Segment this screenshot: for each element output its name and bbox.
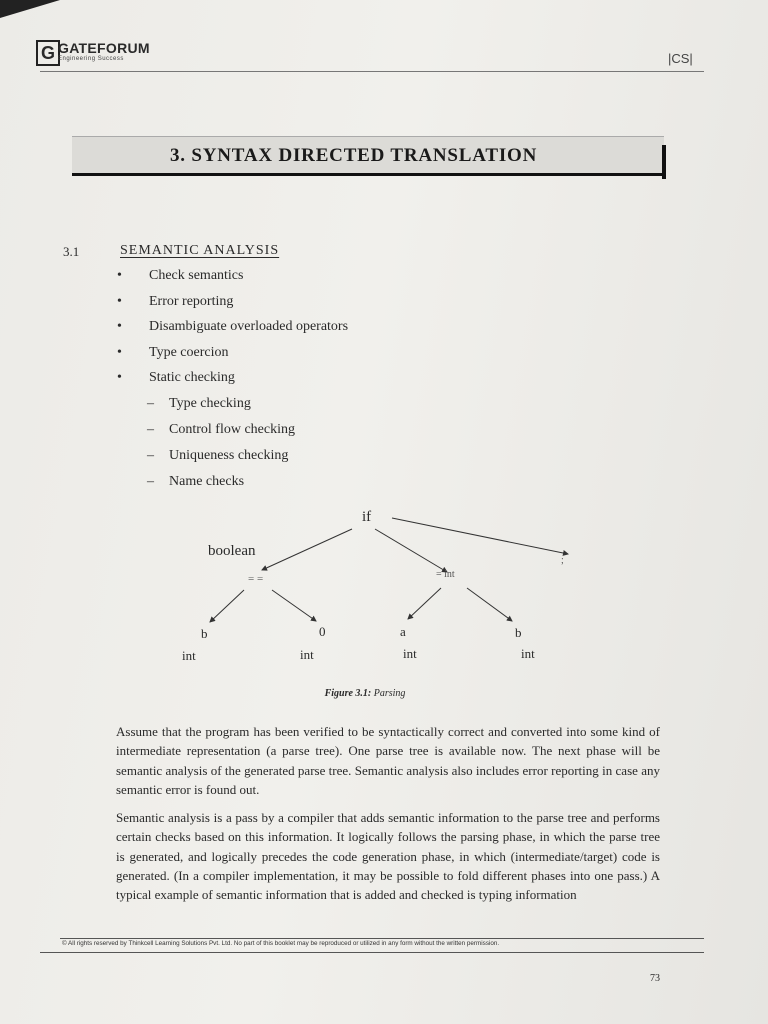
page-number: 73 [650, 973, 660, 984]
edge-eqeq-b [210, 590, 244, 622]
sub-bullet-item [147, 448, 295, 474]
section-title: SEMANTIC ANALYSIS [120, 243, 280, 258]
figure-caption-label: Figure 3.1: [324, 688, 372, 699]
dash-symbol: – [147, 474, 154, 489]
body-paragraph-2: Semantic analysis is a pass by a compiler that adds semantic information to the parse tree and performs certain checks based on this information. It logically follows the parsing phase, in which the parse tree is generated, and logically precedes the code generation phase, in which (intermediate/target) code is generated. (In a compiler implementation, it may be possible to fold different phases into one pass.) A typical example of semantic information that is added and checked is typing information [116, 810, 660, 903]
logo-name: GATEFORUM [58, 40, 150, 56]
bullet-item [115, 319, 348, 345]
node-b: b [515, 625, 522, 640]
footer-rule-top [60, 938, 704, 939]
bullet-symbol: • [117, 370, 122, 385]
node-type-int: int [521, 646, 535, 661]
body-paragraph-1: Assume that the program has been verified to be syntactically correct and converted into some kind of intermediate representation (a parse tree). One parse tree is available now. The next phase will be semantic analysis of the generated parse tree. Semantic analysis also includes error reporting in case any semantic error is found out. [116, 724, 660, 797]
bullet-text: Static checking [149, 370, 235, 385]
sub-bullet-text: Control flow checking [169, 422, 295, 437]
subject-code: |CS| [668, 51, 693, 66]
logo-tagline: Engineering Success [58, 56, 124, 62]
node-type-int: int [403, 646, 417, 661]
chapter-title: 3. SYNTAX DIRECTED TRANSLATION [170, 145, 538, 166]
sub-bullet-item [147, 474, 295, 500]
node-eqeq: = = [248, 573, 264, 585]
bullet-text: Disambiguate overloaded operators [149, 319, 349, 334]
edge-eqint-a [408, 588, 441, 619]
dash-symbol: – [147, 448, 154, 463]
node-eqint: = int [436, 569, 455, 580]
node-if: if [362, 509, 372, 525]
logo-mark: G [36, 40, 60, 66]
node-zero: 0 [319, 624, 326, 639]
figure-caption [0, 688, 730, 699]
node-a: a [400, 624, 406, 639]
node-type-int: int [300, 647, 314, 662]
bullet-symbol: • [117, 268, 122, 283]
bullet-symbol: • [117, 319, 122, 334]
sub-bullet-text: Uniqueness checking [169, 448, 289, 463]
chapter-title-underline [72, 173, 664, 176]
bullet-text: Check semantics [149, 268, 244, 283]
page-corner-shadow [0, 0, 60, 18]
bullet-symbol: • [117, 293, 122, 309]
parse-tree-edges [0, 500, 768, 670]
node-semicolon: ; [561, 555, 564, 566]
parse-tree-figure [0, 500, 768, 670]
sub-bullet-item [147, 422, 295, 448]
bullet-item [115, 370, 348, 396]
node-b: b [201, 626, 208, 641]
figure-caption-text: Parsing [373, 688, 406, 699]
bullet-item [115, 294, 348, 320]
edge-if-eqint [375, 529, 447, 572]
sub-bullet-text: Name checks [169, 474, 245, 489]
sub-bullet-text: Type checking [169, 396, 251, 411]
edge-if-boolean [262, 529, 352, 570]
bullet-text: Error reporting [149, 293, 234, 309]
dash-symbol: – [147, 422, 154, 437]
bullet-item [115, 268, 348, 294]
edge-if-semicolon [392, 518, 568, 554]
node-boolean: boolean [208, 543, 256, 559]
bullet-list [115, 268, 348, 396]
edge-eqeq-zero [272, 590, 316, 621]
sub-bullet-list [147, 396, 295, 500]
footer-rule-bottom [40, 952, 704, 953]
node-type-int: int [182, 648, 196, 663]
sub-bullet-item [147, 396, 295, 422]
bullet-symbol: • [117, 344, 122, 360]
copyright-notice: © All rights reserved by Thinkcell Learning Solutions Pvt. Ltd. No part of this booklet may be reproduced or utilized in any form without the written permission. [62, 940, 500, 947]
bullet-text: Type coercion [149, 344, 229, 360]
edge-eqint-b [467, 588, 512, 621]
dash-symbol: – [147, 396, 154, 411]
bullet-item [115, 345, 348, 371]
section-number: 3.1 [63, 244, 80, 259]
header-rule [40, 71, 704, 72]
